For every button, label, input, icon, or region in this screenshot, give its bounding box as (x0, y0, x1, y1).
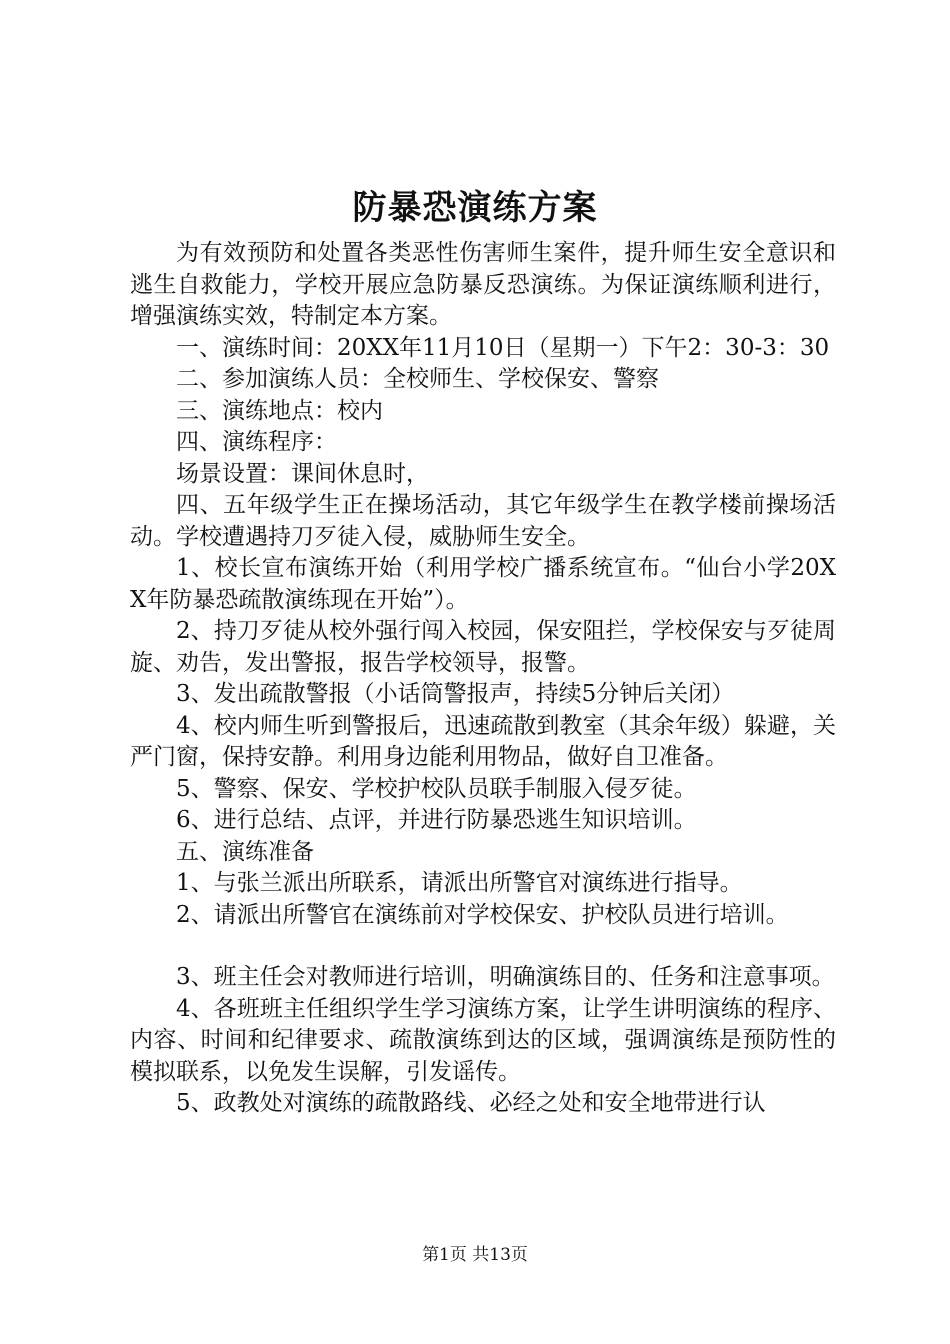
paragraph-prep-2: 2、请派出所警官在演练前对学校保安、护校队员进行培训。 (176, 901, 789, 928)
paragraph-location: 三、演练地点：校内 (176, 397, 383, 424)
paragraph-participants: 二、参加演练人员：全校师生、学校保安、警察 (176, 366, 659, 392)
paragraph-step-1: 1、校长宣布演练开始（利用学校广播系统宣布。“仙台小学20XX年防暴恐疏散演练现在开始”）。 (130, 555, 836, 613)
document-body (130, 238, 836, 1120)
paragraph-intro: 为有效预防和处置各类恶性伤害师生案件，提升师生安全意识和逃生自救能力，学校开展应急防暴反恐演练。为保证演练顺利进行，增强演练实效，特制定本方案。 (130, 240, 836, 329)
document-title: 防暴恐演练方案 (352, 188, 598, 228)
paragraph-prep-1: 1、与张兰派出所联系，请派出所警官对演练进行指导。 (176, 870, 743, 896)
paragraph-step-4: 4、校内师生听到警报后，迅速疏散到教室（其余年级）躲避，关严门窗，保持安静。利用身边能利用物品，做好自卫准备。 (130, 712, 836, 770)
paragraph-procedure-heading: 四、演练程序： (176, 429, 337, 455)
paragraph-prep-4: 4、各班班主任组织学生学习演练方案，让学生讲明演练的程序、内容、时间和纪律要求、疏散演练到达的区域，强调演练是预防性的模拟联系，以免发生误解，引发谣传。 (130, 995, 836, 1085)
paragraph-prep-3: 3、班主任会对教师进行培训，明确演练目的、任务和注意事项。 (176, 964, 835, 990)
page-number-footer: 第1页 共13页 (422, 1245, 528, 1265)
paragraph-scene-description: 四、五年级学生正在操场活动，其它年级学生在教学楼前操场活动。学校遭遇持刀歹徒入侵，威胁师生安全。 (130, 492, 836, 550)
paragraph-step-2: 2、持刀歹徒从校外强行闯入校园，保安阻拦，学校保安与歹徒周旋、劝告，发出警报，报告学校领导，报警。 (130, 618, 836, 676)
paragraph-step-5: 5、警察、保安、学校护校队员联手制服入侵歹徒。 (176, 775, 697, 802)
paragraph-prep-5: 5、政教处对演练的疏散路线、必经之处和安全地带进行认 (176, 1090, 766, 1116)
paragraph-step-6: 6、进行总结、点评，并进行防暴恐逃生知识培训。 (176, 807, 697, 833)
paragraph-preparation-heading: 五、演练准备 (176, 838, 314, 865)
paragraph-step-3: 3、发出疏散警报（小话筒警报声，持续5分钟后关闭） (176, 681, 735, 707)
paragraph-scene-setting: 场景设置：课间休息时， (176, 460, 429, 487)
paragraph-drill-time: 一、演练时间：20XX年11月10日（星期一）下午2：30-3：30 (176, 334, 830, 361)
